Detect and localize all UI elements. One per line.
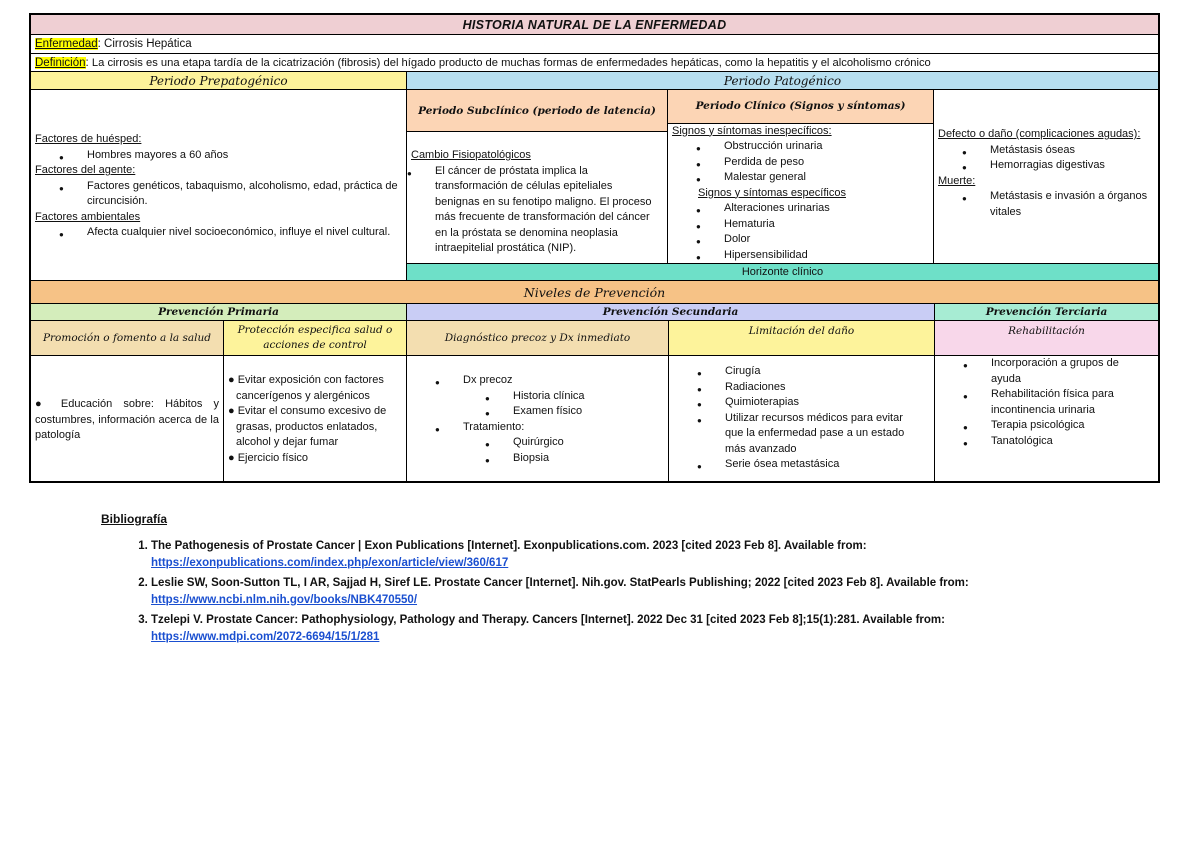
subclinico-column [407,90,668,263]
list-item: ● Factores genéticos, tabaquismo, alcoholismo, edad, práctica de circuncisión. [87,179,402,210]
definicion-row: Definición : La cirrosis es una etapa tardía de la cicatrización (fibrosis) del hígado producto de muchas formas de enfermedades hepáticas, como la hepatitis y el alcoholismo crónico [29,53,1160,71]
muerte-label: Muerte: [938,174,976,187]
list-item: ● Serie ósea metastásica [725,457,916,473]
list-item: ● Cirugía [725,364,916,380]
reference-link[interactable]: https://www.mdpi.com/2072-6694/15/1/281 [151,630,380,643]
proteccion-header: Protección especifica salud o acciones de control [224,321,407,355]
huesped-list [35,148,402,164]
reference-item: 2. Leslie SW, Soon-Sutton TL, I AR, Sajjad H, Siref LE. Prostate Cancer [Internet]. Nih.gov. StatPearls Publishing; 2022 [cited 2023 Feb 8]. Available from: https://www.ncbi.nlm.nih.gov/books/NBK470550/ [151,575,1101,608]
defecto-list [938,143,1154,174]
ambientales-list [35,225,402,241]
defecto-column [934,90,1158,263]
list-item: ● Hipersensibilidad [724,248,929,264]
list-item: ● Dolor [724,232,929,248]
subclinico-header: Periodo Subclínico (periodo de latencia) [407,90,667,132]
proteccion-cell [224,356,407,481]
promocion-cell: ● Educación sobre: Hábitos y costumbres, información acerca de la patología [31,356,224,481]
list-item: ● Hombres mayores a 60 años [87,148,402,164]
list-item: ● Tanatológica [991,434,1136,450]
list-item: ● Rehabilitación física para incontinencia urinaria [991,387,1136,418]
list-item: ● Quirúrgico [513,435,664,451]
diagnostico-header: Diagnóstico precoz y Dx inmediato [407,321,669,355]
list-item: ● Metástasis óseas [990,143,1154,159]
limitacion-cell [669,356,935,481]
rehabilitacion-header: Rehabilitación [935,321,1158,355]
niveles-header: Niveles de Prevención [29,280,1160,303]
list-item: ● Obstrucción urinaria [724,139,929,155]
list-item: ● Biopsia [513,451,664,467]
natural-history-table [29,13,1160,483]
list-item: ● Metástasis e invasión a órganos vitales [990,189,1154,220]
list-item: ● Tratamiento: ● Quirúrgico ● Biopsia [463,420,664,467]
list-item: ● Perdida de peso [724,155,929,171]
list-item: ● El cáncer de próstata implica la transformación de células epiteliales benignas en su fenotipo maligno. El proceso más frecuente de transformación del cáncer en la próstata se denomina neoplasia intraepitelial prostática (NIP). [435,164,663,257]
agente-list [35,179,402,210]
period-header-row [29,71,1160,89]
bibliografia-section [101,512,1101,649]
prevencion-primaria: Prevención Primaria [31,304,407,320]
title-row [29,13,1160,34]
list-item: ● Quimioterapias [725,395,916,411]
promocion-item: Educación sobre: Hábitos y costumbres, información acerca de la patología [35,398,219,441]
prevencion-level-row [29,303,1160,320]
agente-label: Factores del agente: [35,164,136,176]
list-item: ● Incorporación a grupos de ayuda [991,356,1136,387]
huesped-label: Factores de huésped: [35,133,142,145]
list-item: ● Malestar general [724,170,929,186]
limitacion-header: Limitación del daño [669,321,935,355]
patogenico-area [407,90,1158,280]
prevencion-body-row [29,355,1160,483]
clinico-header: Periodo Clínico (Signos y síntomas) [668,90,933,124]
defecto-label: Defecto o daño (complicaciones agudas): [938,128,1141,140]
ambientales-label: Factores ambientales [35,210,141,223]
list-item: ● Evitar el consumo excesivo de grasas, productos enlatados, alcohol y dejar fumar [228,405,387,448]
list-item: ● Hemorragias digestivas [990,158,1154,174]
prevencion-secundaria: Prevención Secundaria [407,304,935,320]
enfermedad-label: Enfermedad [35,38,98,50]
list-item: ● Terapia psicológica [991,418,1136,434]
definicion-label: Definición [35,56,86,69]
enfermedad-value: Cirrosis Hepática [104,38,192,50]
patogenico-header: Periodo Patogénico [407,72,1158,89]
page-title: HISTORIA NATURAL DE LA ENFERMEDAD [462,17,727,32]
prepatogenico-cell [31,90,407,280]
prevencion-terciaria: Prevención Terciaria [935,304,1158,320]
inespecificos-label: Signos y síntomas inespecíficos: [672,124,832,137]
list-item: ● Evitar exposición con factores cancerígenos y alergénicos [228,374,384,402]
prevencion-sub-row [29,320,1160,355]
list-item: ● Examen físico [513,404,664,420]
reference-list [101,538,1101,645]
list-item: ● Ejercicio físico [228,451,308,464]
cambio-list [411,164,663,257]
bibliografia-heading: Bibliografía [101,512,168,526]
cambio-label: Cambio Fisiopatológicos [411,149,531,161]
reference-item: 3. Tzelepi V. Prostate Cancer: Pathophysiology, Pathology and Therapy. Cancers [Internet]. 2022 Dec 31 [cited 2023 Feb 8];15(1):281. Available from: https://www.mdpi.com/2072-6694/15/1/281 [151,612,1101,645]
list-item: ● Historia clínica [513,389,664,405]
period-body-row [29,89,1160,280]
inespecificos-list [672,139,929,186]
muerte-list [938,189,1154,220]
rehabilitacion-cell [935,356,1158,481]
enfermedad-row: Enfermedad : Cirrosis Hepática [29,34,1160,53]
list-item: ● Afecta cualquier nivel socioeconómico, influye el nivel cultural. [87,225,402,241]
clinico-column [668,90,934,263]
list-item: ● Radiaciones [725,380,916,396]
reference-link[interactable]: https://exonpublications.com/index.php/exon/article/view/360/617 [151,556,509,569]
promocion-header: Promoción o fomento a la salud [31,321,224,355]
list-item: ● Dx precoz ● Historia clínica ● Examen físico [463,373,664,420]
horizonte-clinico: Horizonte clínico [407,263,1158,280]
reference-link[interactable]: https://www.ncbi.nlm.nih.gov/books/NBK470550/ [151,593,418,606]
reference-item: 1. The Pathogenesis of Prostate Cancer | Exon Publications [Internet]. Exonpublications.com. 2023 [cited 2023 Feb 8]. Available from: https://exonpublications.com/index.php/exon/article/view/360/617 [151,538,1101,571]
list-item: ● Utilizar recursos médicos para evitar que la enfermedad pase a un estado más avanzado [725,411,916,458]
especificos-list [672,201,929,263]
especificos-label: Signos y síntomas específicos [698,186,846,199]
list-item: ● Alteraciones urinarias [724,201,929,217]
diagnostico-cell [407,356,669,481]
list-item: ● Hematuria [724,217,929,233]
prepatogenico-header: Periodo Prepatogénico [31,72,407,89]
definicion-value: La cirrosis es una etapa tardía de la cicatrización (fibrosis) del hígado producto de muchas formas de enfermedades hepáticas, como la hepatitis y el alcoholismo crónico [91,56,931,69]
